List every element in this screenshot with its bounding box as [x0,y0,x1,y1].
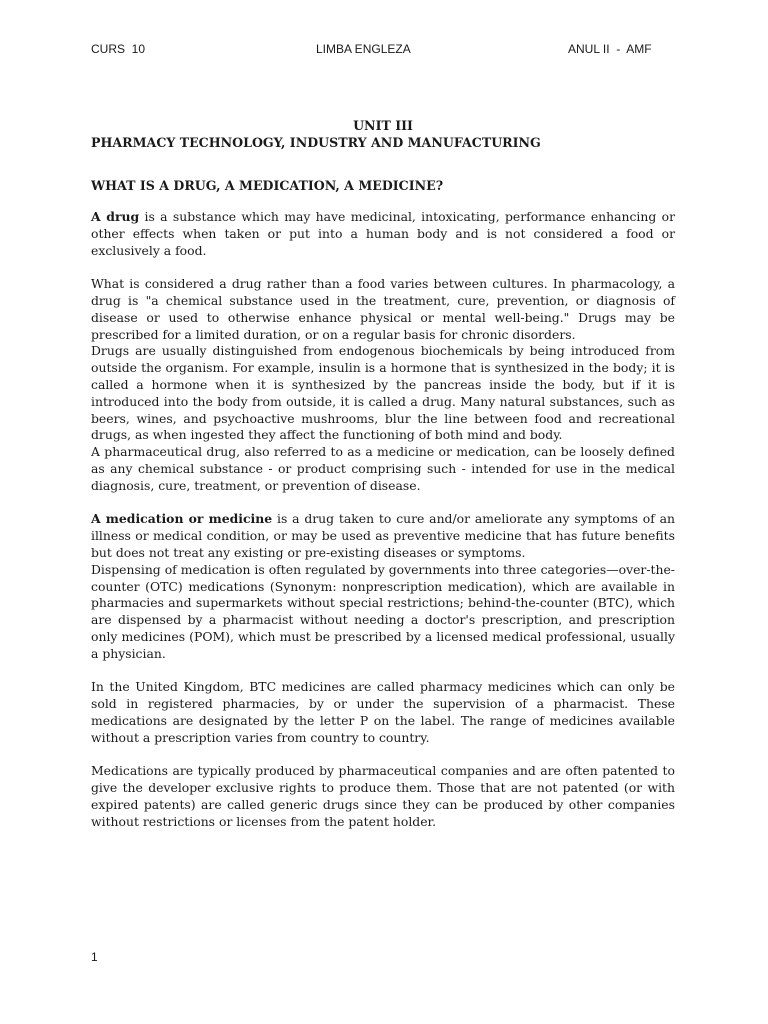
document-body [91,117,675,830]
unit-label: UNIT III [353,118,413,133]
term-medication: A medication or medicine [91,511,273,527]
paragraph-drug-vs-food: What is considered a drug rather than a food varies between cultures. In pharmacology, a drug is "a chemical substance used in the treatment, cure, prevention, or diagnosis of disease or used to otherwise enhance physical or mental well-being." Drugs may be prescribed for a limited duration, or on a regular basis for chronic disorders. [91,276,675,342]
header-course: CURS 10 [91,42,146,56]
page-header [91,42,677,58]
paragraph-united-kingdom: In the United Kingdom, BTC medicines are called pharmacy medicines which can only be sold in registered pharmacies, by or under the supervision of a pharmacist. These medications are designated by the letter P on the label. The range of medicines available without a prescription varies from country to country. [91,679,675,745]
term-drug: A drug [91,209,140,224]
document-title: PHARMACY TECHNOLOGY, INDUSTRY AND MANUFACTURING [91,135,541,150]
paragraph-text: is a substance which may have medicinal, intoxicating, performance enhancing or other effects when taken or put into a human body and is not considered a food or exclusively a food. [91,209,676,258]
paragraph-pharmaceutical-drug: A pharmaceutical drug, also referred to as a medicine or medication, can be loosely defined as any chemical substance - or product comprising such - intended for use in the medical diagnosis, cure, treatment, or prevention of disease. [91,444,675,493]
paragraph-medication-definition [91,511,675,561]
paragraph-drug-definition [91,209,675,259]
paragraph-generic-drugs: Medications are typically produced by pharmaceutical companies and are often patented to give the developer exclusive rights to produce them. Those that are not patented (or with expired patents) are called generic drugs since they can be produced by other companies without restrictions or licenses from the patent holder. [91,763,675,829]
page-number: 1 [91,950,98,964]
paragraph-dispensing: Dispensing of medication is often regulated by governments into three categories—over-the-counter (OTC) medications (Synonym: nonprescription medication), which are available in pharmacies and supermarkets without special restrictions; behind-the-counter (BTC), which are dispensed by a pharmacist without needing a doctor's prescription, and prescription only medicines (POM), which must be prescribed by a licensed medical professional, usually a physician. [91,561,675,661]
paragraph-endogenous: Drugs are usually distinguished from endogenous biochemicals by being introduced from outside the organism. For example, insulin is a hormone that is synthesized in the body; it is called a hormone when it is synthesized by the pancreas inside the body, but if it is introduced into the body from outside, it is called a drug. Many natural substances, such as beers, wines, and psychoactive mushrooms, blur the line between food and recreational drugs, as when ingested they affect the functioning of both mind and body. [91,343,675,443]
header-year: ANUL II - AMF [568,42,652,56]
header-subject: LIMBA ENGLEZA [316,42,411,56]
paragraph-text: is a drug taken to cure and/or ameliorate any symptoms of an illness or medical condition, or may be used as preventive medicine that has future benefits but does not treat any existing or pre-existing diseases or symptoms. [91,511,675,560]
section-heading: WHAT IS A DRUG, A MEDICATION, A MEDICINE? [91,178,444,193]
